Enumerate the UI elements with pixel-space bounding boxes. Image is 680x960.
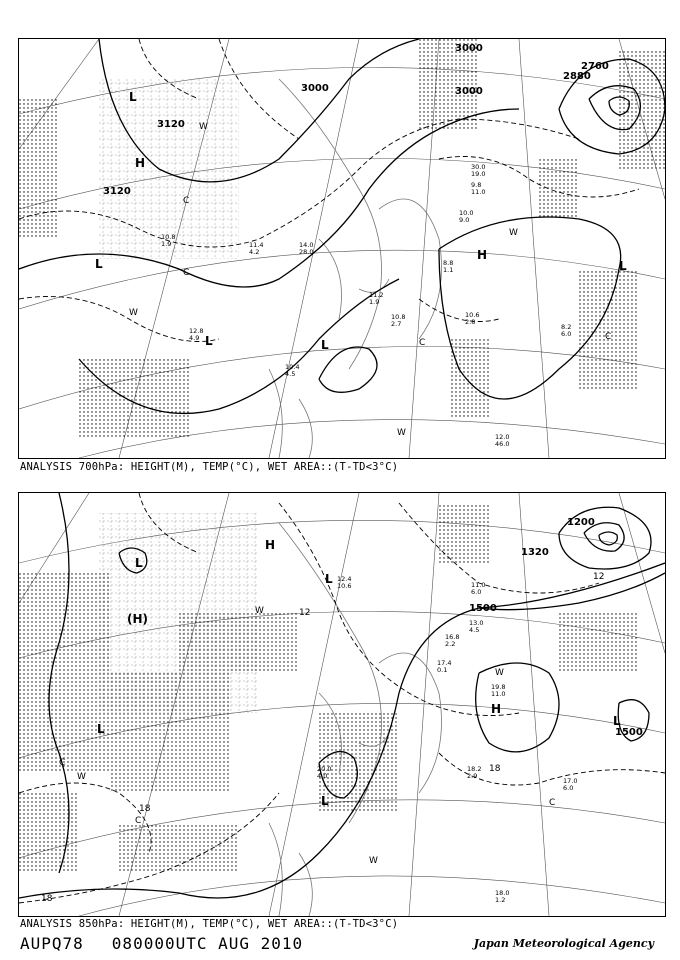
height-label: 3000 <box>455 43 483 54</box>
station-temp: 12.8 <box>189 327 204 335</box>
high-center-label: (H) <box>127 612 149 626</box>
highland-hatch <box>99 79 239 259</box>
height-label: 2760 <box>581 61 609 72</box>
warm-center-label: W <box>509 228 518 238</box>
station-temp: 17.0 <box>563 777 578 785</box>
height-label: 3120 <box>103 186 131 197</box>
cold-center-label: C <box>183 268 190 278</box>
warm-center-label: W <box>397 428 406 438</box>
station-dewpoint-depression: 11.0 <box>491 690 506 698</box>
station-dewpoint-depression: 4.5 <box>469 626 480 634</box>
warm-center-label: W <box>199 122 208 132</box>
high-center-label: H <box>477 248 488 262</box>
station-temp: 9.8 <box>471 181 482 189</box>
station-dewpoint-depression: 9.0 <box>459 216 470 224</box>
station-temp: 8.2 <box>561 323 572 331</box>
station-temp: 20.0 <box>317 765 332 773</box>
station-temp: 11.0 <box>471 581 486 589</box>
low-center-label: L <box>321 794 329 808</box>
isotherm-label: 12 <box>299 608 311 618</box>
isotherm-label: 18 <box>139 804 151 814</box>
cold-center-label: C <box>135 816 142 826</box>
station-temp: 14.0 <box>299 241 314 249</box>
product-header <box>20 934 331 953</box>
cold-center-label: C <box>549 798 556 808</box>
station-dewpoint-depression: 1.2 <box>495 896 506 904</box>
height-label: 1320 <box>521 547 549 558</box>
height-label: 2880 <box>563 71 591 82</box>
map-850hpa-svg <box>19 493 665 916</box>
station-temp: 16.8 <box>445 633 460 641</box>
cold-center-label: C <box>605 332 612 342</box>
isotherm-label: 12 <box>593 572 605 582</box>
high-center-label: H <box>491 702 502 716</box>
station-dewpoint-depression: 4.0 <box>317 772 328 780</box>
low-center-label: L <box>95 257 103 271</box>
station-temp: 10.6 <box>465 311 480 319</box>
station-temp: 10.8 <box>391 313 406 321</box>
cold-center-label: C <box>183 196 190 206</box>
station-dewpoint-depression: 1.9 <box>161 240 172 248</box>
low-center-label: L <box>129 90 137 104</box>
station-temp: 10.8 <box>161 233 176 241</box>
low-center-label: L <box>97 722 105 736</box>
isotherm-label: 18 <box>41 894 53 904</box>
station-temp: 19.8 <box>491 683 506 691</box>
station-temp: 8.8 <box>443 259 454 267</box>
station-dewpoint-depression: 6.0 <box>471 588 482 596</box>
low-center-label: L <box>321 338 329 352</box>
warm-center-label: W <box>129 308 138 318</box>
height-label: 3000 <box>455 86 483 97</box>
station-dewpoint-depression: 4.5 <box>285 370 296 378</box>
product-code: AUPQ78 <box>20 934 84 953</box>
low-center-label: L <box>205 334 213 348</box>
warm-center-label: W <box>369 856 378 866</box>
caption-700hpa: ANALYSIS 700hPa: HEIGHT(M), TEMP(°C), WET AREA::(T-TD<3°C) <box>20 461 399 473</box>
station-dewpoint-depression: 10.6 <box>337 582 352 590</box>
map-700hpa-svg <box>19 39 665 458</box>
station-dewpoint-depression: 19.0 <box>471 170 486 178</box>
station-temp: 10.4 <box>285 363 300 371</box>
station-temp: 11.2 <box>369 291 384 299</box>
warm-center-label: W <box>255 606 264 616</box>
station-dewpoint-depression: 6.0 <box>561 330 572 338</box>
low-center-label: L <box>613 714 621 728</box>
warm-center-label: W <box>77 772 86 782</box>
station-temp: 18.2 <box>467 765 482 773</box>
low-center-label: L <box>619 259 627 273</box>
height-label: 1200 <box>567 517 595 528</box>
station-temp: 18.0 <box>495 889 510 897</box>
station-temp: 10.0 <box>459 209 474 217</box>
station-temp: 13.0 <box>469 619 484 627</box>
height-label: 3000 <box>301 83 329 94</box>
height-label: 1500 <box>469 603 497 614</box>
warm-center-label: W <box>495 668 504 678</box>
station-dewpoint-depression: 6.0 <box>563 784 574 792</box>
height-label: 1500 <box>615 727 643 738</box>
station-dewpoint-depression: 2.2 <box>445 640 456 648</box>
cold-center-label: C <box>59 758 66 768</box>
high-center-label: H <box>135 156 146 170</box>
station-dewpoint-depression: 28.0 <box>299 248 314 256</box>
valid-time: 080000UTC AUG 2010 <box>111 934 304 953</box>
low-center-label: L <box>325 572 333 586</box>
station-temp: 12.0 <box>495 433 510 441</box>
station-dewpoint-depression: 11.0 <box>471 188 486 196</box>
station-dewpoint-depression: 2.9 <box>467 772 478 780</box>
cold-center-label: C <box>419 338 426 348</box>
station-dewpoint-depression: 1.9 <box>369 298 380 306</box>
station-dewpoint-depression: 4.2 <box>249 248 260 256</box>
map-panel-850hpa <box>18 492 666 917</box>
station-temp: 12.4 <box>337 575 352 583</box>
station-dewpoint-depression: 46.0 <box>495 440 510 448</box>
station-dewpoint-depression: 0.1 <box>437 666 448 674</box>
low-center-label: L <box>135 556 143 570</box>
high-center-label: H <box>265 538 276 552</box>
station-dewpoint-depression: 2.8 <box>465 318 476 326</box>
station-dewpoint-depression: 1.1 <box>443 266 454 274</box>
isotherm-label: 18 <box>489 764 501 774</box>
station-temp: 30.0 <box>471 163 486 171</box>
map-panel-700hpa <box>18 38 666 459</box>
station-dewpoint-depression: 4.9 <box>189 334 200 342</box>
station-temp: 17.4 <box>437 659 452 667</box>
height-label: 3120 <box>157 119 185 130</box>
agency-credit: Japan Meteorological Agency <box>473 937 654 950</box>
station-temp: 11.4 <box>249 241 264 249</box>
caption-850hpa: ANALYSIS 850hPa: HEIGHT(M), TEMP(°C), WET AREA::(T-TD<3°C) <box>20 918 399 930</box>
station-dewpoint-depression: 2.7 <box>391 320 402 328</box>
